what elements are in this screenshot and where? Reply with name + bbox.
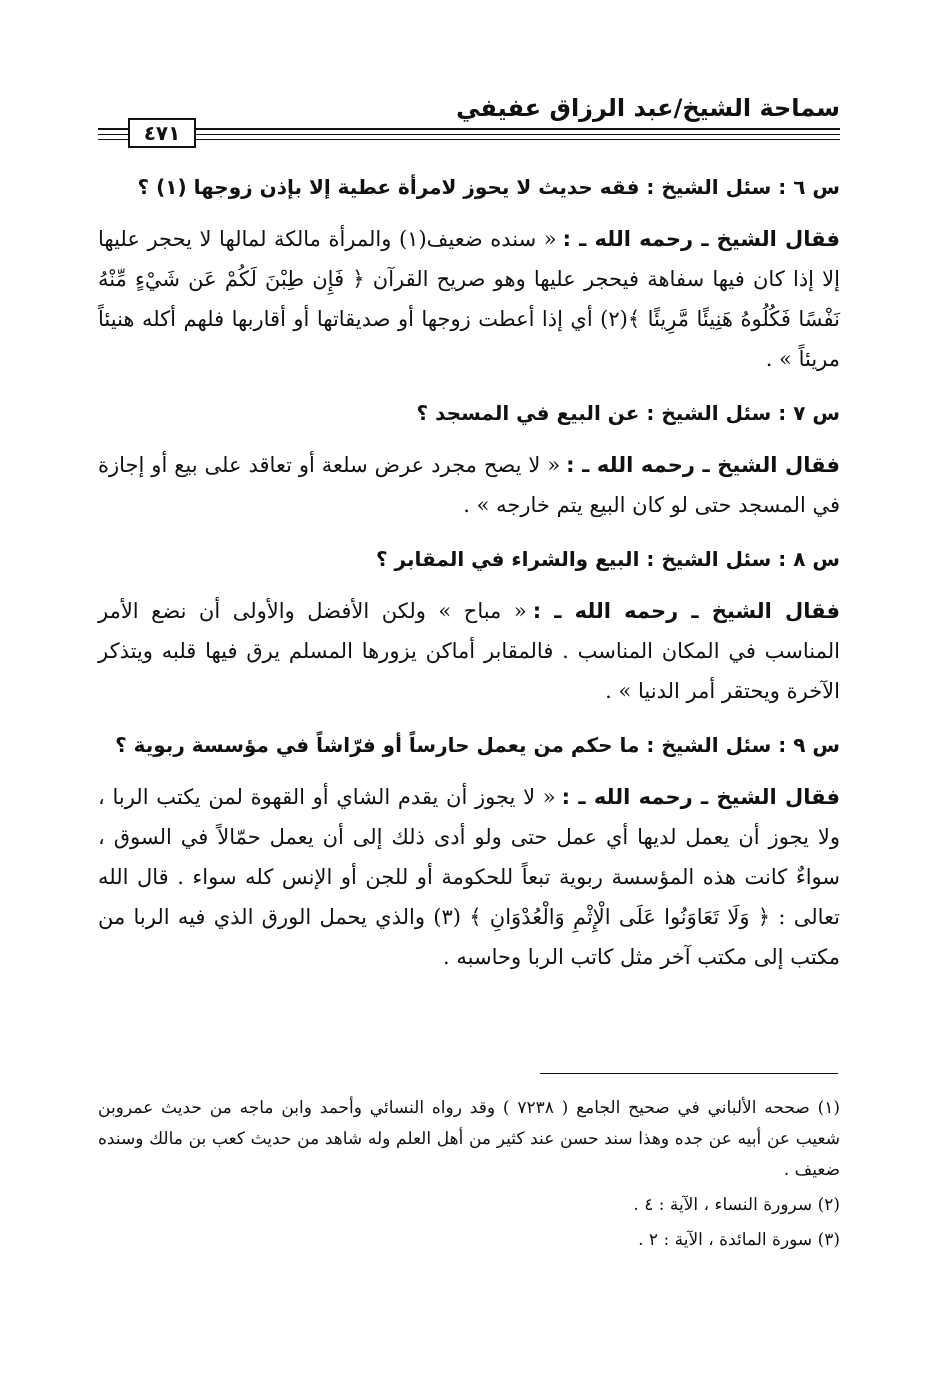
answer-text: « سنده ضعيف(١) والمرأة مالكة لمالها لا يحجر عليها إلا إذا كان فيها سفاهة فيحجر عليها وهو صريح القرآن ﴿ فَإِن طِبْنَ لَكُمْ عَن شَيْءٍ مِّنْهُ نَفْسًا فَكُلُوهُ هَنِيئًا مَّرِيئًا ﴾(٢) أي إذا أعطت زوجها أو صديقاتها أو أقاربها فلهم أكله هنيئاً مريئاً » .	[98, 227, 840, 371]
answer-text: « لا يصح مجرد عرض سلعة أو تعاقد على بيع أو إجازة في المسجد حتى لو كان البيع يتم خارجه » .	[98, 453, 840, 517]
body-text	[98, 155, 840, 991]
answer-paragraph	[98, 591, 840, 711]
answer-paragraph	[98, 777, 840, 977]
answer-text: « مباح » ولكن الأفضل والأولى أن نضع الأمر المناسب في المكان المناسب . فالمقابر أماكن يزورها المسلم يرق فيها قلبه ويتذكر الآخرة ويحتقر أمر الدنيا » .	[98, 599, 840, 703]
question-heading: س ٧ : سئل الشيخ : عن البيع في المسجد ؟	[416, 401, 840, 425]
footnote-separator	[540, 1073, 838, 1074]
answer-speaker: فقال الشيخ ـ رحمه الله ـ :	[562, 227, 840, 251]
answer-speaker: فقال الشيخ ـ رحمه الله ـ :	[561, 785, 840, 809]
running-title: سماحة الشيخ/عبد الرزاق عفيفي	[456, 94, 840, 122]
footnote: (٣) سورة المائدة ، الآية : ٢ .	[638, 1230, 840, 1250]
header-rule	[98, 139, 840, 140]
answer-paragraph	[98, 445, 840, 525]
answer-paragraph	[98, 219, 840, 379]
header-rule	[98, 128, 840, 130]
footnote: (١) صححه الألباني في صحيح الجامع ( ٧٢٣٨ ) وقد رواه النسائي وأحمد وابن ماجه من حديث عمروبن شعيب عن أبيه عن جده وهذا سند حسن عند كثير من أهل العلم وله شاهد من حديث كعب بن مالك وسنده ضعيف .	[98, 1098, 840, 1180]
question-heading: س ٨ : سئل الشيخ : البيع والشراء في المقابر ؟	[375, 547, 840, 571]
question-heading: س ٩ : سئل الشيخ : ما حكم من يعمل حارساً أو فرّاشاً في مؤسسة ربوية ؟	[115, 733, 840, 757]
footnote: (٢) سرورة النساء ، الآية : ٤ .	[633, 1195, 840, 1215]
answer-speaker: فقال الشيخ ـ رحمه الله ـ :	[566, 453, 841, 477]
answer-text: « لا يجوز أن يقدم الشاي أو القهوة لمن يكتب الربا ، ولا يجوز أن يعمل لديها أي عمل حتى ولو أدى ذلك إلى أن يعمل حمّالاً في السوق ، سواءٌ كانت هذه المؤسسة ربوية تبعاً للحكومة أو للجن أو الإنس كله سواء . قال الله تعالى : ﴿ وَلَا تَعَاوَنُوا عَلَى الْإِثْمِ وَالْعُدْوَانِ ﴾ (٣) والذي يحمل الورق الذي فيه الربا من مكتب إلى مكتب آخر مثل كاتب الربا وحاسبه .	[98, 785, 840, 969]
question-heading: س ٦ : سئل الشيخ : فقه حديث لا يحوز لامرأة عطية إلا بإذن زوجها (١) ؟	[137, 175, 840, 199]
page-number: ٤٧١	[128, 118, 196, 148]
page-header	[98, 82, 840, 152]
footnotes	[98, 1093, 840, 1260]
header-rule	[98, 134, 840, 135]
answer-speaker: فقال الشيخ ـ رحمه الله ـ :	[532, 599, 840, 623]
